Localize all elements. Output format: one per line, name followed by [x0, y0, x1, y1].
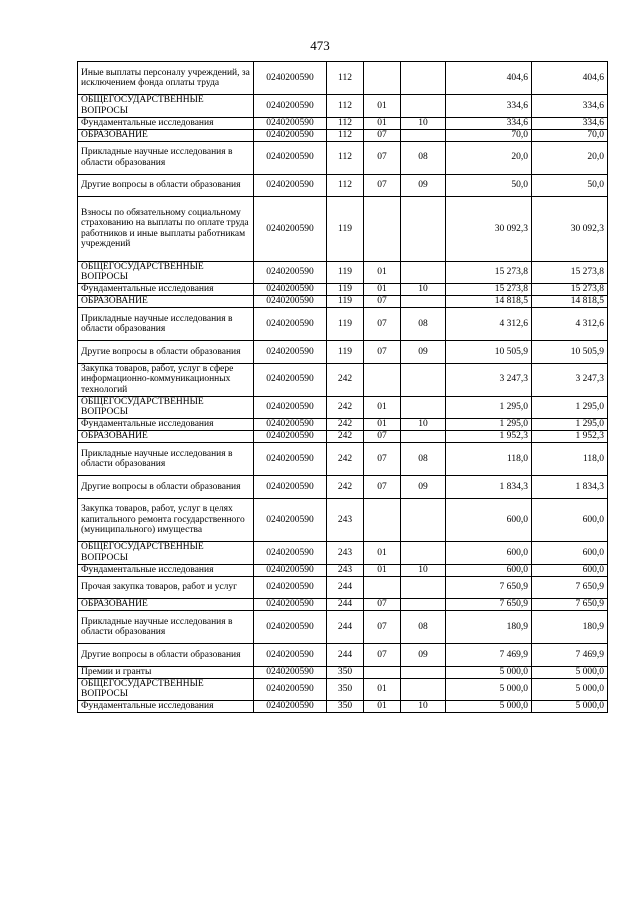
- row-subsection: [401, 666, 446, 678]
- row-expense-type: 242: [327, 431, 364, 443]
- row-target-article: 0240200590: [254, 261, 327, 284]
- table-row: [78, 564, 608, 576]
- row-expense-type: 244: [327, 644, 364, 667]
- row-target-article: 0240200590: [254, 62, 327, 95]
- row-amount-2: 10 505,9: [532, 341, 608, 364]
- row-section: 07: [364, 308, 401, 341]
- table-row: [78, 396, 608, 419]
- row-name: ОБРАЗОВАНИЕ: [78, 599, 254, 611]
- row-section: 07: [364, 431, 401, 443]
- row-target-article: 0240200590: [254, 174, 327, 197]
- row-amount-1: 1 952,3: [446, 431, 532, 443]
- row-target-article: 0240200590: [254, 197, 327, 262]
- table-row: [78, 363, 608, 396]
- row-subsection: 08: [401, 443, 446, 476]
- row-target-article: 0240200590: [254, 599, 327, 611]
- row-section: [364, 576, 401, 599]
- row-section: 01: [364, 701, 401, 713]
- row-amount-2: 14 818,5: [532, 296, 608, 308]
- row-amount-1: 180,9: [446, 611, 532, 644]
- row-subsection: 10: [401, 117, 446, 129]
- row-name: ОБЩЕГОСУДАРСТВЕННЫЕ ВОПРОСЫ: [78, 261, 254, 284]
- row-amount-1: 5 000,0: [446, 666, 532, 678]
- row-expense-type: 350: [327, 701, 364, 713]
- row-subsection: [401, 431, 446, 443]
- row-amount-2: 15 273,8: [532, 284, 608, 296]
- row-expense-type: 119: [327, 308, 364, 341]
- row-amount-1: 334,6: [446, 117, 532, 129]
- row-amount-2: 70,0: [532, 129, 608, 141]
- row-section: [364, 197, 401, 262]
- row-section: 07: [364, 174, 401, 197]
- row-amount-1: 600,0: [446, 564, 532, 576]
- row-expense-type: 112: [327, 129, 364, 141]
- row-subsection: 08: [401, 308, 446, 341]
- row-section: 01: [364, 542, 401, 565]
- row-expense-type: 242: [327, 443, 364, 476]
- row-expense-type: 242: [327, 476, 364, 499]
- row-expense-type: 244: [327, 576, 364, 599]
- table-row: [78, 341, 608, 364]
- row-expense-type: 243: [327, 564, 364, 576]
- row-amount-2: 7 469,9: [532, 644, 608, 667]
- row-name: Другие вопросы в области образования: [78, 341, 254, 364]
- row-name: Прикладные научные исследования в области образования: [78, 611, 254, 644]
- budget-table-body: [78, 62, 608, 713]
- row-section: 01: [364, 261, 401, 284]
- row-section: 01: [364, 678, 401, 701]
- row-target-article: 0240200590: [254, 476, 327, 499]
- row-section: 07: [364, 341, 401, 364]
- row-expense-type: 112: [327, 62, 364, 95]
- row-amount-1: 15 273,8: [446, 284, 532, 296]
- row-target-article: 0240200590: [254, 95, 327, 118]
- row-amount-2: 7 650,9: [532, 576, 608, 599]
- row-amount-2: 600,0: [532, 498, 608, 542]
- row-section: 01: [364, 117, 401, 129]
- row-amount-2: 7 650,9: [532, 599, 608, 611]
- row-section: [364, 498, 401, 542]
- row-amount-2: 118,0: [532, 443, 608, 476]
- row-amount-1: 15 273,8: [446, 261, 532, 284]
- row-amount-2: 180,9: [532, 611, 608, 644]
- row-target-article: 0240200590: [254, 576, 327, 599]
- row-name: Прикладные научные исследования в области образования: [78, 443, 254, 476]
- row-amount-1: 50,0: [446, 174, 532, 197]
- row-subsection: 09: [401, 476, 446, 499]
- row-section: 01: [364, 419, 401, 431]
- row-subsection: [401, 576, 446, 599]
- row-subsection: [401, 542, 446, 565]
- row-amount-2: 5 000,0: [532, 701, 608, 713]
- row-subsection: [401, 261, 446, 284]
- row-subsection: [401, 62, 446, 95]
- row-amount-2: 600,0: [532, 542, 608, 565]
- row-name: Иные выплаты персоналу учреждений, за исключением фонда оплаты труда: [78, 62, 254, 95]
- row-expense-type: 119: [327, 197, 364, 262]
- table-row: [78, 308, 608, 341]
- row-name: ОБЩЕГОСУДАРСТВЕННЫЕ ВОПРОСЫ: [78, 678, 254, 701]
- row-expense-type: 350: [327, 678, 364, 701]
- row-section: 07: [364, 476, 401, 499]
- row-amount-1: 1 834,3: [446, 476, 532, 499]
- row-expense-type: 242: [327, 363, 364, 396]
- row-amount-2: 1 295,0: [532, 396, 608, 419]
- table-row: [78, 431, 608, 443]
- row-subsection: [401, 599, 446, 611]
- row-amount-1: 5 000,0: [446, 678, 532, 701]
- row-expense-type: 243: [327, 542, 364, 565]
- row-subsection: 09: [401, 341, 446, 364]
- row-amount-2: 5 000,0: [532, 678, 608, 701]
- row-name: ОБРАЗОВАНИЕ: [78, 431, 254, 443]
- row-amount-1: 7 650,9: [446, 576, 532, 599]
- table-row: [78, 62, 608, 95]
- table-row: [78, 174, 608, 197]
- row-target-article: 0240200590: [254, 701, 327, 713]
- row-target-article: 0240200590: [254, 564, 327, 576]
- row-amount-1: 334,6: [446, 95, 532, 118]
- row-expense-type: 119: [327, 296, 364, 308]
- row-amount-1: 4 312,6: [446, 308, 532, 341]
- row-expense-type: 119: [327, 341, 364, 364]
- row-amount-1: 404,6: [446, 62, 532, 95]
- row-expense-type: 112: [327, 95, 364, 118]
- row-subsection: 08: [401, 141, 446, 174]
- row-subsection: [401, 197, 446, 262]
- row-amount-1: 3 247,3: [446, 363, 532, 396]
- table-row: [78, 576, 608, 599]
- page-number: 473: [310, 38, 330, 53]
- row-amount-2: 4 312,6: [532, 308, 608, 341]
- table-row: [78, 261, 608, 284]
- row-expense-type: 244: [327, 599, 364, 611]
- row-amount-2: 30 092,3: [532, 197, 608, 262]
- table-row: [78, 678, 608, 701]
- row-name: Другие вопросы в области образования: [78, 174, 254, 197]
- row-amount-2: 5 000,0: [532, 666, 608, 678]
- table-row: [78, 498, 608, 542]
- row-name: Фундаментальные исследования: [78, 419, 254, 431]
- row-section: 07: [364, 141, 401, 174]
- row-name: Закупка товаров, работ, услуг в сфере информационно-коммуникационных технологий: [78, 363, 254, 396]
- row-amount-1: 5 000,0: [446, 701, 532, 713]
- row-amount-1: 1 295,0: [446, 419, 532, 431]
- row-expense-type: 350: [327, 666, 364, 678]
- row-name: ОБЩЕГОСУДАРСТВЕННЫЕ ВОПРОСЫ: [78, 396, 254, 419]
- row-amount-1: 10 505,9: [446, 341, 532, 364]
- table-row: [78, 476, 608, 499]
- row-subsection: [401, 498, 446, 542]
- row-target-article: 0240200590: [254, 542, 327, 565]
- table-row: [78, 599, 608, 611]
- row-name: Фундаментальные исследования: [78, 564, 254, 576]
- row-subsection: [401, 129, 446, 141]
- row-expense-type: 112: [327, 174, 364, 197]
- row-section: 01: [364, 564, 401, 576]
- table-row: [78, 701, 608, 713]
- row-target-article: 0240200590: [254, 644, 327, 667]
- row-amount-1: 30 092,3: [446, 197, 532, 262]
- row-subsection: 10: [401, 701, 446, 713]
- row-target-article: 0240200590: [254, 284, 327, 296]
- row-name: Взносы по обязательному социальному страхованию на выплаты по оплате труда работников и иные выплаты работникам учреждений: [78, 197, 254, 262]
- row-name: Прикладные научные исследования в области образования: [78, 308, 254, 341]
- row-target-article: 0240200590: [254, 611, 327, 644]
- row-name: Фундаментальные исследования: [78, 701, 254, 713]
- table-row: [78, 197, 608, 262]
- row-amount-2: 334,6: [532, 117, 608, 129]
- table-row: [78, 117, 608, 129]
- row-section: 07: [364, 296, 401, 308]
- row-name: Прочая закупка товаров, работ и услуг: [78, 576, 254, 599]
- row-name: ОБЩЕГОСУДАРСТВЕННЫЕ ВОПРОСЫ: [78, 542, 254, 565]
- table-row: [78, 644, 608, 667]
- row-name: ОБЩЕГОСУДАРСТВЕННЫЕ ВОПРОСЫ: [78, 95, 254, 118]
- row-name: Закупка товаров, работ, услуг в целях капитального ремонта государственного (муниципального) имущества: [78, 498, 254, 542]
- row-target-article: 0240200590: [254, 431, 327, 443]
- table-row: [78, 95, 608, 118]
- row-target-article: 0240200590: [254, 419, 327, 431]
- row-name: Фундаментальные исследования: [78, 117, 254, 129]
- row-amount-2: 20,0: [532, 141, 608, 174]
- table-row: [78, 611, 608, 644]
- row-amount-2: 3 247,3: [532, 363, 608, 396]
- row-section: [364, 363, 401, 396]
- row-target-article: 0240200590: [254, 129, 327, 141]
- row-section: 01: [364, 95, 401, 118]
- row-expense-type: 243: [327, 498, 364, 542]
- table-row: [78, 443, 608, 476]
- row-target-article: 0240200590: [254, 341, 327, 364]
- row-expense-type: 242: [327, 419, 364, 431]
- table-row: [78, 542, 608, 565]
- row-amount-2: 1 834,3: [532, 476, 608, 499]
- row-section: 07: [364, 129, 401, 141]
- row-section: [364, 666, 401, 678]
- table-row: [78, 419, 608, 431]
- row-target-article: 0240200590: [254, 363, 327, 396]
- row-subsection: 10: [401, 419, 446, 431]
- table-row: [78, 284, 608, 296]
- table-row: [78, 296, 608, 308]
- row-amount-1: 7 469,9: [446, 644, 532, 667]
- row-expense-type: 119: [327, 284, 364, 296]
- row-target-article: 0240200590: [254, 678, 327, 701]
- row-section: [364, 62, 401, 95]
- row-target-article: 0240200590: [254, 117, 327, 129]
- row-amount-1: 14 818,5: [446, 296, 532, 308]
- row-name: Другие вопросы в области образования: [78, 644, 254, 667]
- row-amount-2: 404,6: [532, 62, 608, 95]
- row-target-article: 0240200590: [254, 396, 327, 419]
- row-subsection: 10: [401, 284, 446, 296]
- budget-table: [77, 61, 608, 713]
- row-section: 07: [364, 644, 401, 667]
- row-amount-2: 1 952,3: [532, 431, 608, 443]
- table-row: [78, 129, 608, 141]
- row-target-article: 0240200590: [254, 443, 327, 476]
- table-row: [78, 141, 608, 174]
- row-amount-2: 15 273,8: [532, 261, 608, 284]
- row-section: 01: [364, 396, 401, 419]
- row-expense-type: 244: [327, 611, 364, 644]
- row-amount-1: 70,0: [446, 129, 532, 141]
- row-amount-1: 1 295,0: [446, 396, 532, 419]
- row-target-article: 0240200590: [254, 498, 327, 542]
- row-subsection: 08: [401, 611, 446, 644]
- row-subsection: [401, 363, 446, 396]
- row-subsection: [401, 678, 446, 701]
- row-amount-2: 334,6: [532, 95, 608, 118]
- row-name: Фундаментальные исследования: [78, 284, 254, 296]
- row-target-article: 0240200590: [254, 296, 327, 308]
- row-name: Премии и гранты: [78, 666, 254, 678]
- row-expense-type: 242: [327, 396, 364, 419]
- row-section: 07: [364, 443, 401, 476]
- row-amount-2: 50,0: [532, 174, 608, 197]
- row-name: Прикладные научные исследования в области образования: [78, 141, 254, 174]
- row-name: ОБРАЗОВАНИЕ: [78, 296, 254, 308]
- row-subsection: [401, 396, 446, 419]
- row-expense-type: 112: [327, 117, 364, 129]
- row-name: ОБРАЗОВАНИЕ: [78, 129, 254, 141]
- row-subsection: [401, 296, 446, 308]
- row-expense-type: 112: [327, 141, 364, 174]
- row-target-article: 0240200590: [254, 666, 327, 678]
- row-expense-type: 119: [327, 261, 364, 284]
- row-subsection: 09: [401, 644, 446, 667]
- row-amount-1: 600,0: [446, 542, 532, 565]
- row-section: 07: [364, 599, 401, 611]
- row-amount-2: 1 295,0: [532, 419, 608, 431]
- row-subsection: [401, 95, 446, 118]
- row-target-article: 0240200590: [254, 141, 327, 174]
- row-section: 01: [364, 284, 401, 296]
- row-subsection: 10: [401, 564, 446, 576]
- row-subsection: 09: [401, 174, 446, 197]
- row-amount-2: 600,0: [532, 564, 608, 576]
- table-row: [78, 666, 608, 678]
- row-amount-1: 118,0: [446, 443, 532, 476]
- row-amount-1: 20,0: [446, 141, 532, 174]
- row-amount-1: 600,0: [446, 498, 532, 542]
- row-amount-1: 7 650,9: [446, 599, 532, 611]
- row-section: 07: [364, 611, 401, 644]
- row-name: Другие вопросы в области образования: [78, 476, 254, 499]
- row-target-article: 0240200590: [254, 308, 327, 341]
